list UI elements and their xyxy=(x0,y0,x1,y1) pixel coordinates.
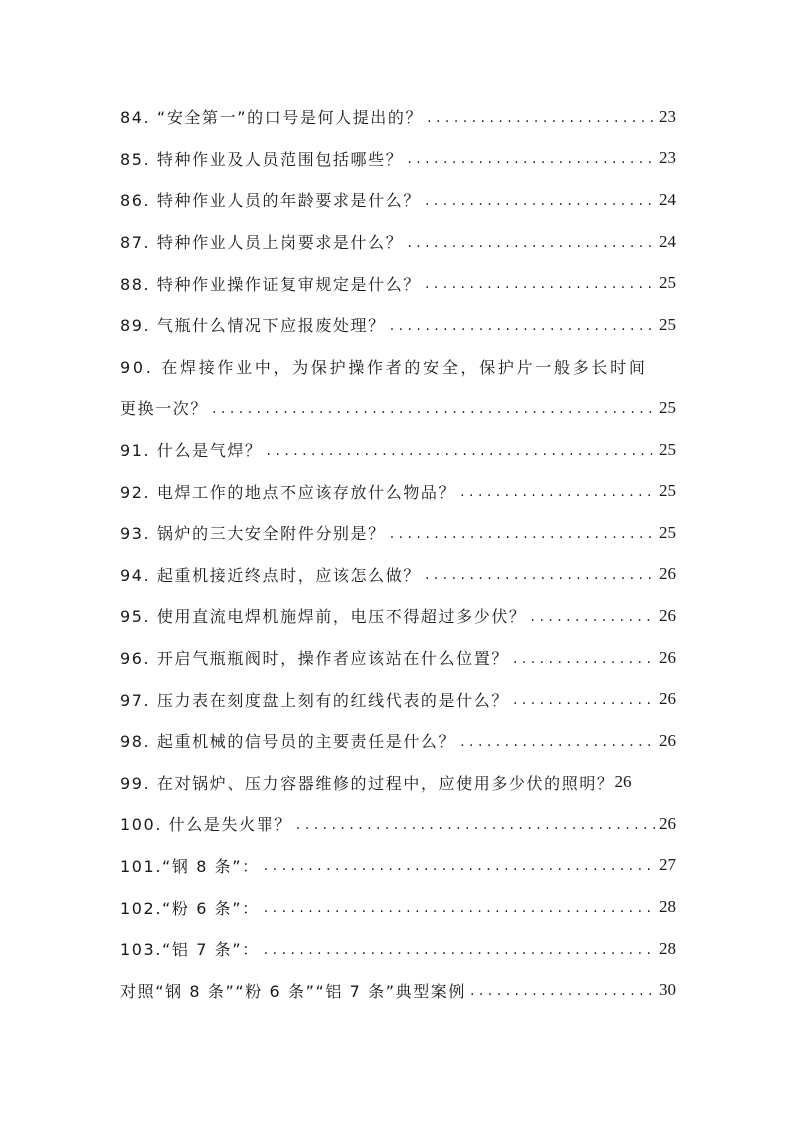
toc-entry[interactable] xyxy=(120,138,676,180)
toc-entry[interactable] xyxy=(120,720,676,762)
dot-leader xyxy=(212,398,655,414)
dot-leader xyxy=(460,731,655,747)
dot-leader xyxy=(264,855,655,871)
toc-entry-page: 24 xyxy=(659,189,676,209)
toc-entry-page: 26 xyxy=(659,730,676,750)
toc-entry-page: 24 xyxy=(659,231,676,251)
toc-entry-title: 101.“钢 8 条”： xyxy=(120,856,260,876)
dot-leader xyxy=(460,481,655,497)
toc-entry-page: 25 xyxy=(659,397,676,417)
toc-entry-page: 25 xyxy=(659,314,676,334)
toc-entry[interactable] xyxy=(120,678,676,720)
dot-leader xyxy=(296,814,655,830)
toc-entry-title: 95. 使用直流电焊机施焊前，电压不得超过多少伏？ xyxy=(120,607,527,627)
toc-entry-page: 23 xyxy=(659,106,676,126)
toc-entry[interactable] xyxy=(120,304,676,346)
toc-entry[interactable] xyxy=(120,845,676,887)
toc-entry[interactable] xyxy=(120,554,676,596)
toc-entry-title: 99. 在对锅炉、压力容器维修的过程中，应使用多少伏的照明？ xyxy=(120,773,615,793)
toc-entry-title: 97. 压力表在刻度盘上刻有的红线代表的是什么？ xyxy=(120,690,509,710)
toc-entry-page: 28 xyxy=(659,897,676,917)
toc-entry-title: 86. 特种作业人员的年龄要求是什么？ xyxy=(120,191,421,211)
toc-entry-page: 26 xyxy=(659,689,676,709)
toc-entry-title: 103.“铝 7 条”： xyxy=(120,940,260,960)
toc-entry[interactable] xyxy=(120,512,676,554)
toc-entry[interactable] xyxy=(120,179,676,221)
toc-entry[interactable] xyxy=(120,429,676,471)
toc-entry-page: 25 xyxy=(659,522,676,542)
toc-entry-page: 25 xyxy=(659,481,676,501)
dot-leader xyxy=(407,232,655,248)
dot-leader xyxy=(425,190,655,206)
dot-leader xyxy=(427,107,655,123)
toc-entry-title: 90. 在焊接作业中，为保护操作者的安全，保护片一般多长时间 xyxy=(120,357,648,377)
toc-entry-page: 26 xyxy=(659,605,676,625)
toc-entry-page: 26 xyxy=(659,647,676,667)
toc-entry-title: 84. “安全第一”的口号是何人提出的？ xyxy=(120,108,424,128)
dot-leader xyxy=(470,980,655,996)
dot-leader xyxy=(264,939,655,955)
toc-entry-title: 100. 什么是失火罪？ xyxy=(120,815,292,835)
toc-entry[interactable] xyxy=(120,637,676,679)
dot-leader xyxy=(513,648,655,664)
toc-entry-page: 28 xyxy=(659,938,676,958)
toc-entry-page: 27 xyxy=(659,855,676,875)
toc-entry-title: 96. 开启气瓶瓶阀时，操作者应该站在什么位置？ xyxy=(120,649,509,669)
dot-leader xyxy=(425,273,655,289)
toc-entry-page: 26 xyxy=(659,813,676,833)
toc-entry[interactable] xyxy=(120,262,676,304)
toc-entry[interactable] xyxy=(120,928,676,970)
toc-entry-title: 更换一次？ xyxy=(120,399,209,419)
toc-entry-title: 93. 锅炉的三大安全附件分别是？ xyxy=(120,524,386,544)
toc-entry-title: 对照“钢 8 条”“粉 6 条”“铝 7 条”典型案例 xyxy=(120,981,466,1001)
toc-entry-page: 26 xyxy=(659,564,676,584)
toc-entry-title: 85. 特种作业及人员范围包括哪些？ xyxy=(120,149,404,169)
toc-entry-page: 26 xyxy=(614,772,632,792)
dot-leader xyxy=(390,315,655,331)
dot-leader xyxy=(531,606,655,622)
toc-entry[interactable] xyxy=(120,969,676,1011)
toc-entry[interactable] xyxy=(120,886,676,928)
toc-entry-title: 102.“粉 6 条”： xyxy=(120,898,260,918)
toc-entry[interactable] xyxy=(120,595,676,637)
toc-entry[interactable] xyxy=(120,96,676,138)
dot-leader xyxy=(390,523,655,539)
toc-entry-page: 25 xyxy=(659,439,676,459)
toc-entry-line-1[interactable] xyxy=(120,346,676,388)
toc-entry-line-2[interactable] xyxy=(120,387,676,429)
toc-entry-title: 88. 特种作业操作证复审规定是什么？ xyxy=(120,274,421,294)
toc-entry[interactable] xyxy=(120,221,676,263)
toc-entry-title: 87. 特种作业人员上岗要求是什么？ xyxy=(120,233,404,253)
dot-leader xyxy=(264,897,655,913)
table-of-contents xyxy=(120,96,676,1011)
toc-entry-title: 89. 气瓶什么情况下应报废处理？ xyxy=(120,316,386,336)
toc-entry-title: 94. 起重机接近终点时，应该怎么做？ xyxy=(120,565,421,585)
toc-entry-page: 23 xyxy=(659,148,676,168)
toc-entry-title: 98. 起重机械的信号员的主要责任是什么？ xyxy=(120,732,457,752)
dot-leader xyxy=(513,689,655,705)
toc-entry[interactable] xyxy=(120,803,676,845)
dot-leader xyxy=(425,564,655,580)
toc-entry-title: 91. 什么是气焊？ xyxy=(120,441,263,461)
dot-leader xyxy=(407,148,655,164)
toc-entry[interactable] xyxy=(120,762,695,804)
toc-entry[interactable] xyxy=(120,470,676,512)
dot-leader xyxy=(267,440,655,456)
toc-entry-page: 30 xyxy=(659,980,676,1000)
toc-entry-page: 25 xyxy=(659,273,676,293)
toc-entry-title: 92. 电焊工作的地点不应该存放什么物品？ xyxy=(120,482,457,502)
